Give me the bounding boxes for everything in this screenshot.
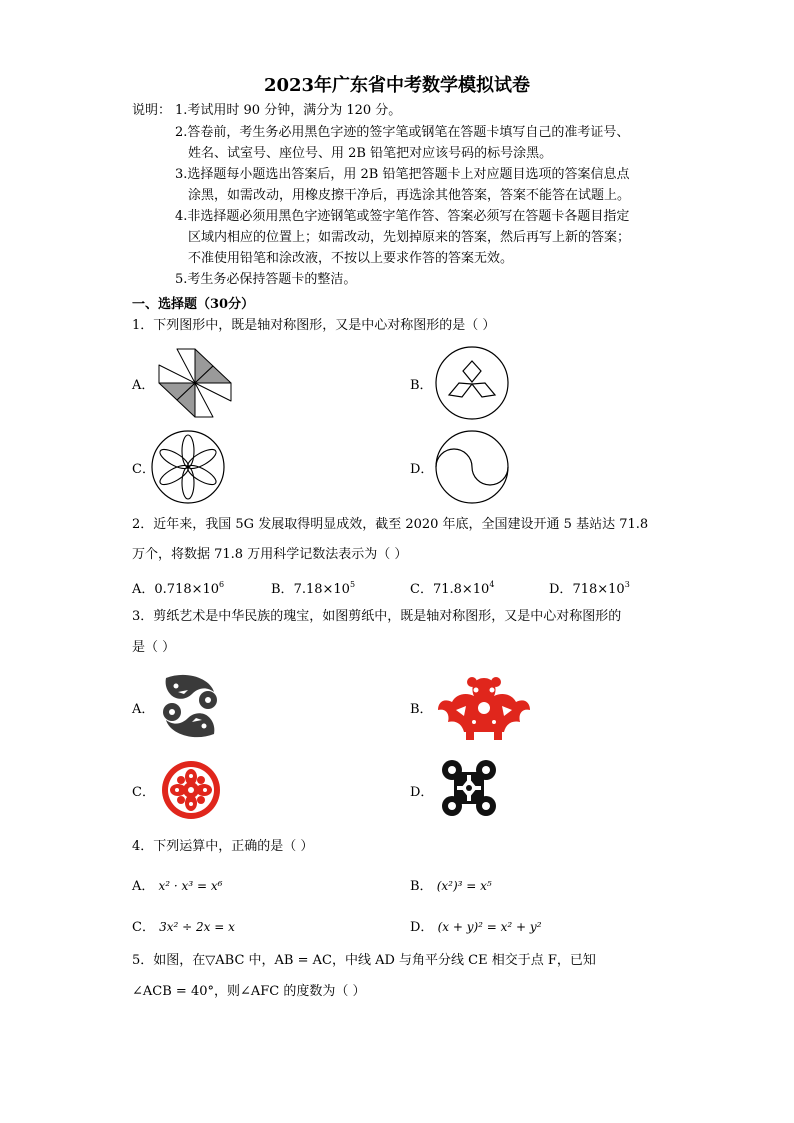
q4-option-c	[132, 916, 235, 935]
option-label: C．	[132, 920, 155, 935]
question-4-stem: 4．下列运算中，正确的是（ ）	[132, 839, 314, 854]
q2-option-d	[549, 578, 630, 597]
option-base: 71.8×10	[432, 582, 490, 597]
question-2-stem-cont: 万个，将数据 71.8 万用科学记数法表示为（ ）	[132, 547, 408, 562]
q4-option-b	[410, 875, 492, 894]
q4-option-d	[410, 916, 542, 935]
question-5-stem: 5．如图，在▽ABC 中，AB = AC，中线 AD 与角平分线 CE 相交于点 F，已知	[132, 953, 596, 968]
q2-option-b	[271, 578, 355, 597]
question-1-stem: 1．下列图形中，既是轴对称图形，又是中心对称图形的是（ ）	[132, 318, 496, 333]
instruction-line: 姓名、试室号、座位号、用 2B 铅笔把对应该号码的标号涂黑。	[188, 146, 553, 161]
option-base: 0.718×10	[154, 582, 220, 597]
option-exponent: 6	[219, 580, 225, 589]
q1-option-b-label: B．	[410, 378, 433, 393]
option-expression: (x²)³ = x⁵	[436, 879, 492, 893]
option-base: 718×10	[572, 582, 625, 597]
instruction-line: 2.答卷前，考生务必用黑色字迹的签字笔或钢笔在答题卡填写自己的准考证号、	[175, 125, 630, 140]
option-label: B．	[410, 879, 433, 894]
option-label: D．	[549, 582, 573, 597]
instruction-line: 区域内相应的位置上；如需改动，先划掉原来的答案，然后再写上新的答案；	[188, 230, 631, 245]
q2-option-a	[132, 578, 224, 597]
instruction-line: 4.非选择题必须用黑色字迹钢笔或签字笔作答、答案必须写在答题卡各题目指定	[175, 209, 630, 224]
option-exponent: 5	[349, 580, 356, 589]
option-expression: x² · x³ = x⁶	[158, 879, 223, 893]
q1-option-a-label: A．	[132, 378, 155, 393]
instruction-line: 3.选择题每小题选出答案后，用 2B 铅笔把答题卡上对应题目选项的答案信息点	[175, 167, 630, 182]
flower-papercut-image	[161, 760, 221, 820]
q3-option-d-label: D．	[410, 785, 434, 800]
q3-option-a-label: A．	[132, 702, 155, 717]
option-label: C．	[410, 582, 433, 597]
q1-option-d-label: D．	[410, 462, 434, 477]
three-rhombus-circle-figure	[434, 345, 510, 421]
option-expression: (x + y)² = x² + y²	[437, 920, 542, 934]
option-label: A．	[132, 582, 155, 597]
option-base: 7.18×10	[293, 582, 350, 597]
fish-papercut-image	[158, 672, 222, 740]
q1-option-c-label: C．	[132, 462, 155, 477]
q3-option-c-label: C．	[132, 785, 155, 800]
instructions-label: 说明：	[132, 103, 172, 118]
option-label: D．	[410, 920, 434, 935]
question-5-stem-cont: ∠ACB = 40°，则∠AFC 的度数为（ ）	[132, 984, 366, 999]
flower-circle-figure	[150, 429, 226, 505]
q2-option-c	[410, 578, 494, 597]
section-heading: 一、选择题（30分）	[132, 297, 255, 312]
instruction-line: 5.考生务必保持答题卡的整洁。	[175, 272, 357, 287]
option-exponent: 3	[624, 580, 630, 589]
instruction-line: 涂黑，如需改动，用橡皮擦干净后，再选涂其他答案，答案不能答在试题上。	[188, 188, 631, 203]
option-exponent: 4	[489, 580, 495, 589]
square-knot-papercut-image	[440, 758, 498, 818]
q3-option-b-label: B．	[410, 702, 433, 717]
question-3-stem: 3．剪纸艺术是中华民族的瑰宝，如图剪纸中，既是轴对称图形，又是中心对称图形的	[132, 609, 622, 624]
yin-yang-curve-figure	[434, 429, 510, 505]
option-label: A．	[132, 879, 155, 894]
question-3-stem-cont: 是（ ）	[132, 640, 176, 655]
phoenix-papercut-image	[436, 672, 532, 740]
page-title: 2023年广东省中考数学模拟试卷	[263, 75, 531, 96]
question-2-stem: 2．近年来，我国 5G 发展取得明显成效，截至 2020 年底，全国建设开通 5 基站达 71.8	[132, 517, 649, 532]
pinwheel-figure	[157, 346, 233, 420]
option-expression: 3x² ÷ 2x = x	[159, 920, 235, 934]
q4-option-a	[132, 875, 222, 894]
instruction-line: 不准使用铅笔和涂改液，不按以上要求作答的答案无效。	[188, 251, 514, 266]
option-label: B．	[271, 582, 294, 597]
instruction-line: 1.考试用时 90 分钟，满分为 120 分。	[175, 103, 402, 118]
